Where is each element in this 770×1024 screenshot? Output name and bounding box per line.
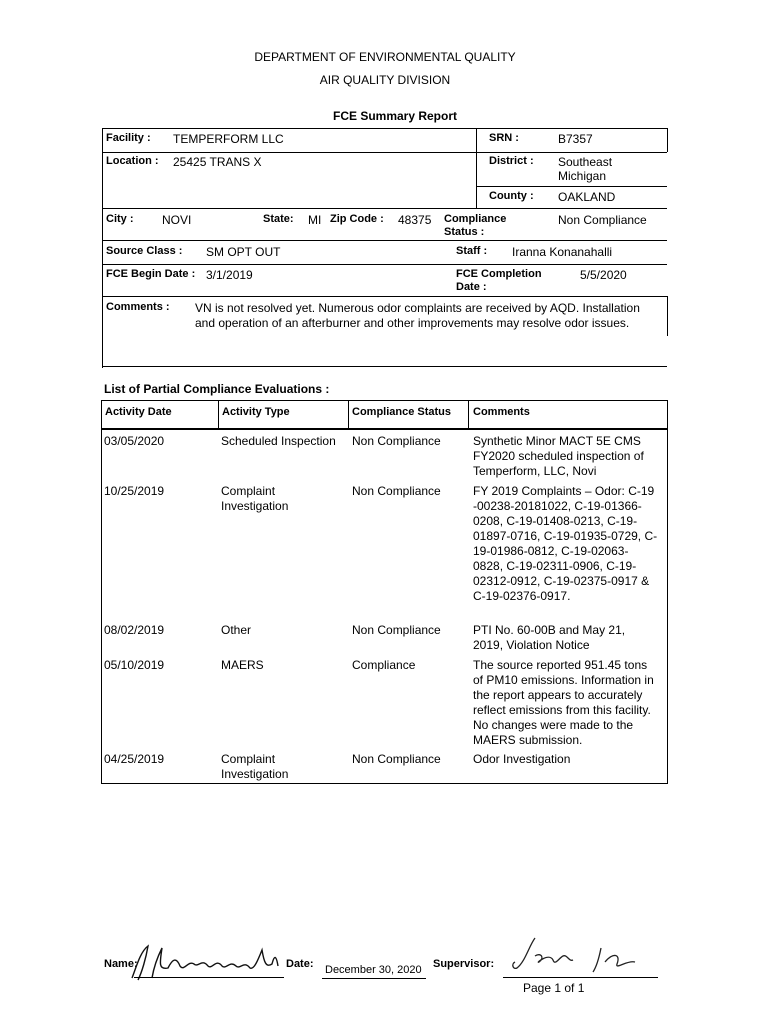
state-value: MI [308, 213, 322, 227]
zip-value: 48375 [398, 213, 432, 227]
district-label: District : [489, 155, 534, 167]
table-row-date: 04/25/2019 [104, 752, 165, 766]
table-row-comment: -00238-20181022, C-19-01366- [473, 499, 642, 513]
district-value-line2: Michigan [558, 169, 607, 183]
table-row-date: 05/10/2019 [104, 658, 165, 672]
location-value: 25425 TRANS X [173, 155, 262, 169]
source-class-label: Source Class : [106, 245, 183, 257]
department-heading: DEPARTMENT OF ENVIRONMENTAL QUALITY [254, 50, 516, 64]
name-signature-line [134, 977, 284, 978]
row-divider [102, 152, 667, 153]
table-row-comment: PTI No. 60-00B and May 21, [473, 623, 626, 637]
summary-top-border [102, 128, 667, 129]
table-row-comment: Odor Investigation [473, 752, 571, 766]
srn-label: SRN : [489, 132, 519, 144]
fce-completion-label-line2: Date : [456, 281, 487, 293]
location-label: Location : [106, 155, 159, 167]
fce-completion-value: 5/5/2020 [580, 268, 627, 282]
table-row-date: 10/25/2019 [104, 484, 165, 498]
table-row-status: Non Compliance [352, 752, 441, 766]
table-header-border [101, 428, 668, 430]
table-row-comment: MAERS submission. [473, 733, 583, 747]
fce-begin-label: FCE Begin Date : [106, 268, 196, 280]
col-header-status: Compliance Status [352, 406, 452, 418]
table-row-comment: No changes were made to the [473, 718, 634, 732]
row-divider [102, 296, 667, 297]
table-row-comment: The source reported 951.45 tons [473, 658, 648, 672]
summary-left-border [102, 128, 103, 368]
compliance-status-label-line1: Compliance [444, 213, 507, 225]
header-divider [348, 400, 349, 428]
table-row-type: Investigation [221, 767, 289, 781]
table-row-comment: reflect emissions from this facility. [473, 703, 651, 717]
report-title: FCE Summary Report [332, 109, 458, 123]
col-header-comments: Comments [473, 406, 530, 418]
page-number: Page 1 of 1 [523, 981, 585, 995]
table-right-border [667, 400, 668, 784]
table-row-status: Non Compliance [352, 434, 441, 448]
table-row-comment: FY 2019 Complaints – Odor: C-19 [473, 484, 655, 498]
table-row-type: Complaint [221, 484, 276, 498]
table-row-comment: 2019, Violation Notice [473, 638, 590, 652]
supervisor-label: Supervisor: [433, 958, 495, 970]
supervisor-signature [505, 932, 655, 978]
table-row-status: Non Compliance [352, 623, 441, 637]
division-heading: AIR QUALITY DIVISION [319, 73, 451, 87]
srn-value: B7357 [558, 132, 593, 146]
table-row-type: Complaint [221, 752, 276, 766]
row-divider [102, 208, 667, 209]
city-label: City : [106, 213, 134, 225]
table-row-comment: Temperform, LLC, Novi [473, 464, 597, 478]
summary-bottom-border [102, 366, 667, 367]
staff-value: Iranna Konanahalli [512, 245, 613, 259]
table-row-status: Compliance [352, 658, 416, 672]
table-row-status: Non Compliance [352, 484, 441, 498]
comments-line2: and operation of an afterburner and other improvements may resolve odor issues. [195, 316, 630, 330]
city-value: NOVI [162, 213, 192, 227]
table-row-comment: 01897-0716, C-19-01935-0729, C- [473, 529, 658, 543]
col-header-type: Activity Type [222, 406, 290, 418]
date-line [322, 978, 426, 979]
row-divider [102, 264, 667, 265]
facility-value: TEMPERFORM LLC [173, 132, 284, 146]
date-label: Date: [286, 958, 314, 970]
table-row-comment: of PM10 emissions. Information in [473, 673, 654, 687]
row-divider [476, 186, 667, 187]
table-row-type: MAERS [221, 658, 264, 672]
header-divider [218, 400, 219, 428]
table-row-comment: C-19-02376-0917. [473, 589, 571, 603]
supervisor-line [503, 977, 658, 978]
table-row-comment: Synthetic Minor MACT 5E CMS [473, 434, 641, 448]
table-row-comment: the report appears to accurately [473, 688, 643, 702]
summary-right-border-lower [667, 296, 668, 336]
table-top-border [101, 400, 668, 401]
table-row-date: 08/02/2019 [104, 623, 165, 637]
col-header-date: Activity Date [105, 406, 172, 418]
table-row-comment: 02312-0912, C-19-02375-0917 & [473, 574, 650, 588]
table-row-comment: 0208, C-19-01408-0213, C-19- [473, 514, 638, 528]
summary-right-border [667, 128, 668, 152]
fce-begin-value: 3/1/2019 [206, 268, 253, 282]
table-row-type: Scheduled Inspection [221, 434, 336, 448]
table-bottom-border [101, 783, 668, 784]
staff-label: Staff : [456, 245, 488, 257]
district-value-line1: Southeast [558, 155, 613, 169]
name-label: Name: [104, 958, 138, 970]
facility-label: Facility : [106, 132, 151, 144]
header-divider [468, 400, 469, 428]
comments-label: Comments : [106, 301, 170, 313]
compliance-status-value: Non Compliance [558, 213, 647, 227]
comments-line1: VN is not resolved yet. Numerous odor complaints are received by AQD. Installation [195, 301, 640, 315]
row-divider [102, 240, 667, 241]
table-row-comment: 0828, C-19-02311-0906, C-19- [473, 559, 637, 573]
pce-title: List of Partial Compliance Evaluations : [104, 382, 330, 396]
date-value: December 30, 2020 [325, 964, 422, 976]
table-row-comment: FY2020 scheduled inspection of [473, 449, 644, 463]
county-label: County : [489, 190, 534, 202]
srn-divider [476, 128, 477, 208]
table-row-type: Other [221, 623, 252, 637]
compliance-status-label-line2: Status : [444, 226, 485, 238]
source-class-value: SM OPT OUT [206, 245, 281, 259]
table-row-type: Investigation [221, 499, 289, 513]
table-row-comment: 19-01986-0812, C-19-02063- [473, 544, 629, 558]
state-label: State: [263, 213, 294, 225]
zip-label: Zip Code : [330, 213, 384, 225]
table-left-border [101, 400, 102, 784]
county-value: OAKLAND [558, 190, 616, 204]
table-row-date: 03/05/2020 [104, 434, 165, 448]
fce-completion-label-line1: FCE Completion [456, 268, 542, 280]
